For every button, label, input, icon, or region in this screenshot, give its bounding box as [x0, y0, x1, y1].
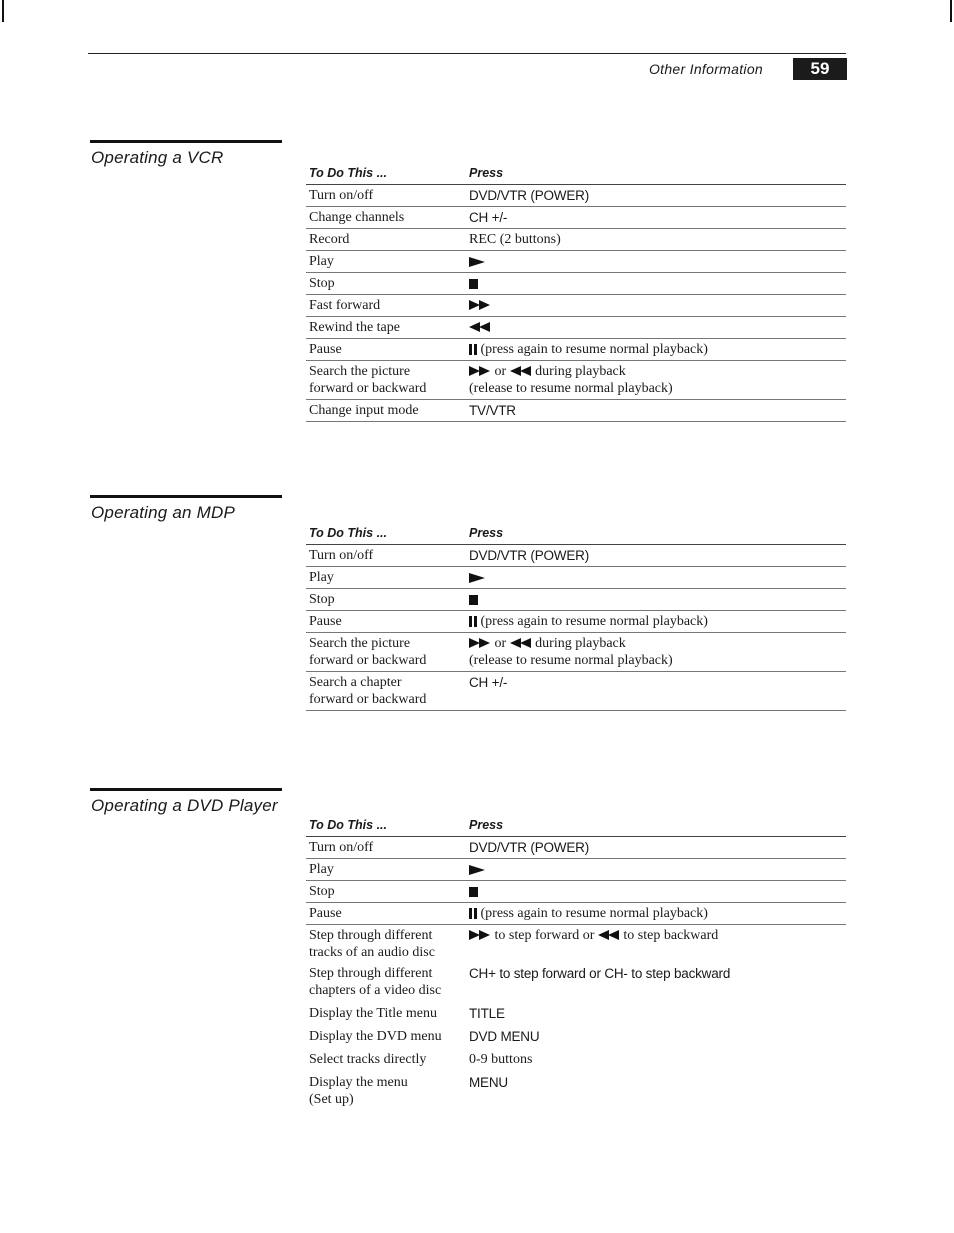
pause-icon — [469, 908, 477, 919]
action-line: Search a chapter — [309, 675, 402, 690]
press-text: during playback — [535, 636, 626, 651]
table-row — [306, 963, 846, 1001]
table-row — [306, 633, 846, 672]
action-line: Display the menu — [309, 1075, 408, 1090]
press-text: (press again to resume normal playback) — [480, 614, 708, 629]
press-cell — [469, 253, 846, 270]
table-row — [306, 567, 846, 589]
column-header-press: Press — [469, 818, 504, 832]
press-cell — [469, 341, 846, 358]
mdp-table — [306, 526, 846, 711]
action-cell: Play — [309, 570, 334, 585]
press-cell — [469, 965, 846, 999]
press-text: to step forward or — [494, 928, 595, 943]
table-row — [306, 672, 846, 711]
play-icon — [469, 865, 485, 875]
press-text: during playback — [535, 364, 626, 379]
table-row — [306, 229, 846, 251]
rewind-icon — [598, 930, 620, 941]
action-line: (Set up) — [309, 1092, 354, 1107]
action-line: forward or backward — [309, 692, 427, 707]
action-cell: Change channels — [309, 210, 405, 225]
table-row — [306, 361, 846, 400]
column-header-todo: To Do This ... — [309, 818, 388, 832]
action-line: forward or backward — [309, 381, 427, 396]
press-cell — [469, 319, 846, 336]
action-cell: Turn on/off — [309, 188, 374, 203]
action-cell: Play — [309, 862, 334, 877]
press-text: (release to resume normal playback) — [469, 653, 673, 668]
press-cell: CH +/- — [469, 210, 508, 225]
action-line: Search the picture — [309, 636, 411, 651]
header-rule — [88, 53, 846, 54]
table-row — [306, 339, 846, 361]
press-cell — [469, 569, 846, 586]
action-line: tracks of an audio disc — [309, 945, 435, 960]
table-row — [306, 273, 846, 295]
press-text: or — [494, 636, 507, 651]
fast-forward-icon — [469, 638, 491, 649]
action-cell: Pause — [309, 342, 342, 357]
table-row — [306, 589, 846, 611]
press-cell — [469, 883, 846, 900]
action-cell: Pause — [309, 614, 342, 629]
press-cell: DVD/VTR (POWER) — [469, 840, 589, 855]
rewind-icon — [510, 366, 532, 377]
section-rule — [90, 140, 282, 143]
pause-icon — [469, 616, 477, 627]
action-line: Step through different — [309, 928, 433, 943]
action-cell: Select tracks directly — [309, 1052, 427, 1067]
action-cell: Display the Title menu — [309, 1006, 437, 1021]
pause-icon — [469, 344, 477, 355]
action-cell: Stop — [309, 276, 335, 291]
table-row — [306, 903, 846, 925]
table-row — [306, 295, 846, 317]
action-cell: Turn on/off — [309, 840, 374, 855]
action-cell — [309, 965, 469, 999]
action-cell — [309, 635, 469, 669]
press-cell — [469, 635, 846, 669]
action-cell: Fast forward — [309, 298, 381, 313]
press-cell: TV/VTR — [469, 403, 516, 418]
press-cell: DVD/VTR (POWER) — [469, 188, 589, 203]
press-text: or — [494, 364, 507, 379]
press-cell — [469, 363, 846, 397]
action-cell: Record — [309, 232, 350, 247]
play-icon — [469, 573, 485, 583]
action-line: chapters of a video disc — [309, 983, 442, 998]
press-cell — [469, 613, 846, 630]
press-text: CH+ to step forward or CH- to step backward — [469, 966, 731, 981]
fast-forward-icon — [469, 930, 491, 941]
press-cell: REC (2 buttons) — [469, 232, 561, 247]
press-cell: 0-9 buttons — [469, 1052, 533, 1067]
press-cell — [469, 591, 846, 608]
action-cell: Stop — [309, 592, 335, 607]
action-cell: Rewind the tape — [309, 320, 400, 335]
column-header-todo: To Do This ... — [309, 526, 388, 540]
table-row — [306, 925, 846, 963]
press-cell: DVD/VTR (POWER) — [469, 548, 589, 563]
table-row — [306, 837, 846, 859]
press-text: (press again to resume normal playback) — [480, 906, 708, 921]
section-title: Operating an MDP — [91, 503, 235, 522]
press-cell — [469, 861, 846, 878]
play-icon — [469, 257, 485, 267]
table-header — [306, 526, 846, 545]
action-line: Search the picture — [309, 364, 411, 379]
press-cell — [469, 297, 846, 314]
press-cell — [469, 927, 846, 961]
action-cell — [309, 363, 469, 397]
fast-forward-icon — [469, 366, 491, 377]
scan-edge-mark-right — [950, 0, 952, 22]
table-row — [306, 1070, 846, 1110]
table-header — [306, 818, 846, 837]
action-line: Step through different — [309, 966, 433, 981]
rewind-icon — [510, 638, 532, 649]
action-cell: Display the DVD menu — [309, 1029, 442, 1044]
table-row — [306, 185, 846, 207]
table-row — [306, 545, 846, 567]
press-cell — [469, 905, 846, 922]
table-row — [306, 207, 846, 229]
page-number: 59 — [793, 58, 847, 80]
dvd-table — [306, 818, 846, 1110]
section-title: Operating a VCR — [91, 148, 224, 167]
table-row — [306, 1001, 846, 1024]
table-header — [306, 166, 846, 185]
press-cell: DVD MENU — [469, 1029, 540, 1044]
press-text: (press again to resume normal playback) — [480, 342, 708, 357]
column-header-todo: To Do This ... — [309, 166, 388, 180]
table-row — [306, 1047, 846, 1070]
press-cell — [469, 275, 846, 292]
table-row — [306, 611, 846, 633]
press-cell: TITLE — [469, 1006, 505, 1021]
action-cell: Play — [309, 254, 334, 269]
section-rule — [90, 788, 282, 791]
table-row — [306, 400, 846, 422]
action-cell — [309, 927, 469, 961]
action-cell: Pause — [309, 906, 342, 921]
table-row — [306, 881, 846, 903]
header-section-title: Other Information — [648, 61, 763, 77]
action-cell: Turn on/off — [309, 548, 374, 563]
stop-icon — [469, 887, 478, 897]
action-cell — [309, 674, 469, 708]
table-row — [306, 859, 846, 881]
column-header-press: Press — [469, 166, 504, 180]
scan-edge-mark-left — [2, 0, 4, 22]
section-title: Operating a DVD Player — [91, 796, 278, 815]
press-text: to step backward — [623, 928, 719, 943]
action-cell: Change input mode — [309, 403, 419, 418]
press-cell: MENU — [469, 1075, 508, 1090]
action-cell — [309, 1074, 469, 1108]
table-row — [306, 251, 846, 273]
table-row — [306, 317, 846, 339]
fast-forward-icon — [469, 300, 491, 311]
press-text: (release to resume normal playback) — [469, 381, 673, 396]
column-header-press: Press — [469, 526, 504, 540]
running-header — [649, 58, 847, 80]
vcr-table — [306, 166, 846, 422]
stop-icon — [469, 595, 478, 605]
rewind-icon — [469, 322, 491, 333]
section-rule — [90, 495, 282, 498]
table-row — [306, 1024, 846, 1047]
action-line: forward or backward — [309, 653, 427, 668]
press-cell: CH +/- — [469, 675, 508, 690]
stop-icon — [469, 279, 478, 289]
action-cell: Stop — [309, 884, 335, 899]
